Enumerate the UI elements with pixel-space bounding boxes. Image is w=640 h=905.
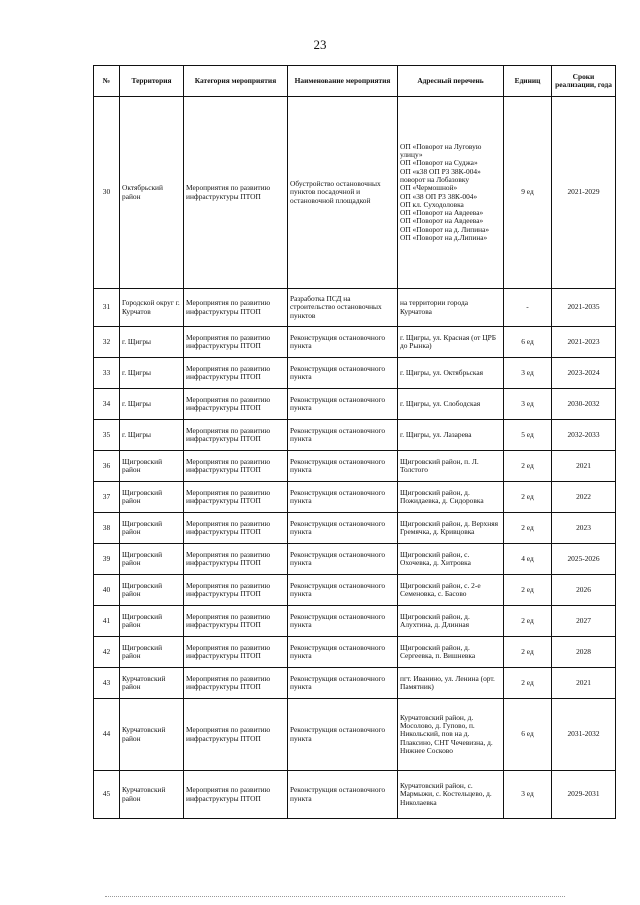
cell-name: Разработка ПСД на строительство остановочных пунктов — [288, 289, 398, 327]
cell-address: Щигровский район, д. Алухтина, д. Длинная — [398, 606, 504, 637]
header-term: Сроки реализации, года — [552, 66, 616, 97]
cell-unit: 2 ед — [504, 637, 552, 668]
cell-unit: 2 ед — [504, 668, 552, 699]
cell-name: Реконструкция остановочного пункта — [288, 389, 398, 420]
cell-term: 2021-2035 — [552, 289, 616, 327]
cell-address: г. Щигры, ул. Красная (от ЦРБ до Рынка) — [398, 327, 504, 358]
cell-address: Щигровский район, д. Пожидаевка, д. Сидоровка — [398, 482, 504, 513]
cell-unit: 6 ед — [504, 327, 552, 358]
cell-term: 2021-2023 — [552, 327, 616, 358]
cell-term: 2031-2032 — [552, 699, 616, 771]
cell-term: 2027 — [552, 606, 616, 637]
header-num: № — [94, 66, 120, 97]
cell-term: 2021 — [552, 451, 616, 482]
cell-name: Обустройство остановочных пунктов посадочной и остановочной площадкой — [288, 97, 398, 289]
cell-name: Реконструкция остановочного пункта — [288, 420, 398, 451]
cell-num: 37 — [94, 482, 120, 513]
cell-name: Реконструкция остановочного пункта — [288, 771, 398, 819]
header-category: Категория мероприятия — [184, 66, 288, 97]
cell-address: г. Щигры, ул. Лазарева — [398, 420, 504, 451]
cell-unit: 2 ед — [504, 606, 552, 637]
cell-unit: 5 ед — [504, 420, 552, 451]
table-row — [94, 606, 616, 637]
cell-name: Реконструкция остановочного пункта — [288, 451, 398, 482]
cell-territory: г. Щигры — [120, 420, 184, 451]
table-row — [94, 358, 616, 389]
cell-category: Мероприятия по развитию инфраструктуры ПТОП — [184, 482, 288, 513]
cell-category: Мероприятия по развитию инфраструктуры ПТОП — [184, 606, 288, 637]
measures-table — [93, 65, 616, 819]
cell-unit: 3 ед — [504, 389, 552, 420]
table-row — [94, 771, 616, 819]
cell-category: Мероприятия по развитию инфраструктуры ПТОП — [184, 771, 288, 819]
table-row — [94, 420, 616, 451]
cell-territory: Городской округ г. Курчатов — [120, 289, 184, 327]
table-row — [94, 699, 616, 771]
cell-territory: Щигровский район — [120, 544, 184, 575]
cell-territory: г. Щигры — [120, 389, 184, 420]
cell-category: Мероприятия по развитию инфраструктуры ПТОП — [184, 513, 288, 544]
cell-unit: 2 ед — [504, 482, 552, 513]
table-row — [94, 668, 616, 699]
table-row — [94, 575, 616, 606]
cell-category: Мероприятия по развитию инфраструктуры ПТОП — [184, 668, 288, 699]
table-row — [94, 637, 616, 668]
cell-category: Мероприятия по развитию инфраструктуры ПТОП — [184, 289, 288, 327]
cell-name: Реконструкция остановочного пункта — [288, 482, 398, 513]
cell-territory: Курчатовский район — [120, 668, 184, 699]
cell-term: 2021-2029 — [552, 97, 616, 289]
table-row — [94, 289, 616, 327]
table-row — [94, 389, 616, 420]
cell-territory: Курчатовский район — [120, 771, 184, 819]
cell-num: 35 — [94, 420, 120, 451]
cell-address: Курчатовский район, с. Мармыжи, с. Костельцево, д. Николаевка — [398, 771, 504, 819]
cell-unit: 3 ед — [504, 358, 552, 389]
cell-unit: 2 ед — [504, 575, 552, 606]
cell-term: 2028 — [552, 637, 616, 668]
cell-address: Щигровский район, д. Верхняя Гремячка, д. Кривцовка — [398, 513, 504, 544]
cell-num: 32 — [94, 327, 120, 358]
cell-name: Реконструкция остановочного пункта — [288, 513, 398, 544]
cell-num: 36 — [94, 451, 120, 482]
cell-category: Мероприятия по развитию инфраструктуры ПТОП — [184, 544, 288, 575]
cell-term: 2032-2033 — [552, 420, 616, 451]
cell-term: 2023 — [552, 513, 616, 544]
cell-category: Мероприятия по развитию инфраструктуры ПТОП — [184, 327, 288, 358]
cell-unit: 9 ед — [504, 97, 552, 289]
table-row — [94, 97, 616, 289]
cell-address: ОП «Поворот на Луговую улицу» ОП «Поворот на Суджа» ОП «к38 ОП Р3 38К-004» поворот на Лобазовку ОП «Чермошной» ОП «38 ОП Р3 38К-004» ОП кл. Суходоловка ОП «Поворот на Авдеева» ОП «Поворот на Авдеева» ОП «Поворот на д. Липина» ОП «Поворот на д.Липина» — [398, 97, 504, 289]
cell-term: 2030-2032 — [552, 389, 616, 420]
cell-num: 44 — [94, 699, 120, 771]
cell-territory: Щигровский район — [120, 606, 184, 637]
cell-term: 2029-2031 — [552, 771, 616, 819]
cell-num: 42 — [94, 637, 120, 668]
cell-territory: Щигровский район — [120, 575, 184, 606]
cell-name: Реконструкция остановочного пункта — [288, 327, 398, 358]
cell-territory: Щигровский район — [120, 451, 184, 482]
page-number: 23 — [313, 37, 327, 52]
cell-name: Реконструкция остановочного пункта — [288, 606, 398, 637]
header-name: Наименование мероприятия — [288, 66, 398, 97]
cell-num: 34 — [94, 389, 120, 420]
cell-name: Реконструкция остановочного пункта — [288, 358, 398, 389]
table-body — [94, 97, 616, 819]
cell-address: Курчатовский район, д. Мосолово, д. Гупово, п. Никольский, пов на д. Плаксино, СНТ Чечевизна, д. Нижнее Сосково — [398, 699, 504, 771]
cell-unit: 4 ед — [504, 544, 552, 575]
table-row — [94, 451, 616, 482]
cell-num: 38 — [94, 513, 120, 544]
cell-num: 30 — [94, 97, 120, 289]
table-row — [94, 544, 616, 575]
cell-term: 2026 — [552, 575, 616, 606]
cell-territory: Курчатовский район — [120, 699, 184, 771]
header-unit: Единиц — [504, 66, 552, 97]
table-row — [94, 482, 616, 513]
cell-category: Мероприятия по развитию инфраструктуры ПТОП — [184, 389, 288, 420]
cell-address: Щигровский район, д. Сергеевка, п. Вишневка — [398, 637, 504, 668]
cell-address: Щигровский район, п. Л. Толстого — [398, 451, 504, 482]
table-header-row — [94, 66, 616, 97]
cell-territory: г. Щигры — [120, 327, 184, 358]
cell-territory: Щигровский район — [120, 482, 184, 513]
cell-name: Реконструкция остановочного пункта — [288, 544, 398, 575]
table-row — [94, 513, 616, 544]
cell-unit: 2 ед — [504, 513, 552, 544]
header-address: Адресный перечень — [398, 66, 504, 97]
cell-name: Реконструкция остановочного пункта — [288, 668, 398, 699]
cell-num: 39 — [94, 544, 120, 575]
cell-unit: 6 ед — [504, 699, 552, 771]
cell-territory: Октябрьский район — [120, 97, 184, 289]
cell-territory: г. Щигры — [120, 358, 184, 389]
cell-category: Мероприятия по развитию инфраструктуры ПТОП — [184, 97, 288, 289]
cell-address: пгт. Иванино, ул. Ленина (орт. Памятник) — [398, 668, 504, 699]
cell-address: г. Щигры, ул. Октябрьская — [398, 358, 504, 389]
cell-term: 2021 — [552, 668, 616, 699]
cell-address: г. Щигры, ул. Слободская — [398, 389, 504, 420]
cell-num: 41 — [94, 606, 120, 637]
cell-unit: 2 ед — [504, 451, 552, 482]
cell-address: на территории города Курчатова — [398, 289, 504, 327]
cell-category: Мероприятия по развитию инфраструктуры ПТОП — [184, 699, 288, 771]
cell-unit: - — [504, 289, 552, 327]
cell-term: 2022 — [552, 482, 616, 513]
cell-address: Щигровский район, с. 2-е Семеновка, с. Басово — [398, 575, 504, 606]
cell-name: Реконструкция остановочного пункта — [288, 575, 398, 606]
cell-category: Мероприятия по развитию инфраструктуры ПТОП — [184, 637, 288, 668]
header-territory: Территория — [120, 66, 184, 97]
cell-unit: 3 ед — [504, 771, 552, 819]
cell-name: Реконструкция остановочного пункта — [288, 637, 398, 668]
cell-name: Реконструкция остановочного пункта — [288, 699, 398, 771]
cell-territory: Щигровский район — [120, 637, 184, 668]
cell-category: Мероприятия по развитию инфраструктуры ПТОП — [184, 420, 288, 451]
table-row — [94, 327, 616, 358]
cell-num: 45 — [94, 771, 120, 819]
cell-category: Мероприятия по развитию инфраструктуры ПТОП — [184, 358, 288, 389]
cell-num: 40 — [94, 575, 120, 606]
cell-num: 33 — [94, 358, 120, 389]
cell-territory: Щигровский район — [120, 513, 184, 544]
cell-term: 2025-2026 — [552, 544, 616, 575]
footer-scan-marks — [105, 896, 565, 899]
cell-address: Щигровский район, с. Охочевка, д. Хитровка — [398, 544, 504, 575]
cell-num: 31 — [94, 289, 120, 327]
cell-term: 2023-2024 — [552, 358, 616, 389]
cell-category: Мероприятия по развитию инфраструктуры ПТОП — [184, 575, 288, 606]
cell-category: Мероприятия по развитию инфраструктуры ПТОП — [184, 451, 288, 482]
cell-num: 43 — [94, 668, 120, 699]
